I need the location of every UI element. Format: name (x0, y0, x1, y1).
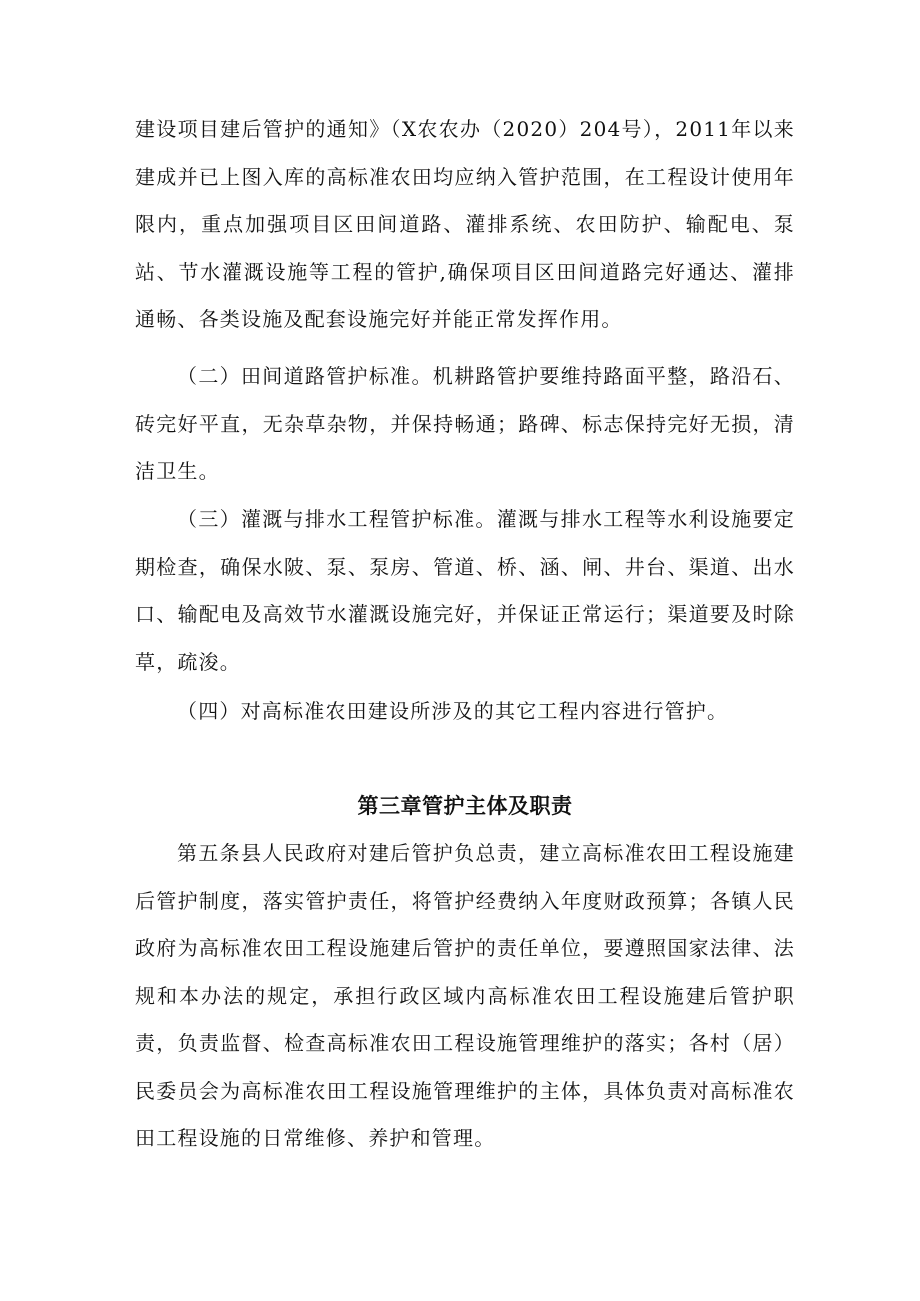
paragraph-scope-continuation: 建设项目建后管护的通知》（X农农办（2020）204号），2011年以来建成并已上图入库的高标准农田均应纳入管护范围，在工程设计使用年限内，重点加强项目区田间道路、灌排系统、农田防护、输配电、泵站、节水灌溉设施等工程的管护,确保项目区田间道路完好通达、灌排通畅、各类设施及配套设施完好并能正常发挥作用。 (135, 117, 795, 331)
paragraph-road-standard: （二）田间道路管护标准。机耕路管护要维持路面平整，路沿石、砖完好平直，无杂草杂物，并保持畅通；路碑、标志保持完好无损，清洁卫生。 (135, 364, 795, 483)
chapter-heading: 第三章管护主体及职责 (357, 794, 573, 818)
paragraph-article-5: 第五条县人民政府对建后管护负总责，建立高标准农田工程设施建后管护制度，落实管护责任，将管护经费纳入年度财政预算；各镇人民政府为高标准农田工程设施建后管护的责任单位，要遵照国家法律、法规和本办法的规定，承担行政区域内高标准农田工程设施建后管护职责，负责监督、检查高标准农田工程设施管理维护的落实；各村（居）民委员会为高标准农田工程设施管理维护的主体，具体负责对高标准农田工程设施的日常维修、养护和管理。 (135, 841, 795, 1150)
paragraph-irrigation-standard: （三）灌溉与排水工程管护标准。灌溉与排水工程等水利设施要定期检查，确保水陂、泵、泵房、管道、桥、涵、闸、井台、渠道、出水口、输配电及高效节水灌溉设施完好，并保证正常运行；渠道要及时除草，疏浚。 (135, 507, 795, 674)
paragraph-other-works: （四）对高标准农田建设所涉及的其它工程内容进行管护。 (177, 699, 729, 723)
